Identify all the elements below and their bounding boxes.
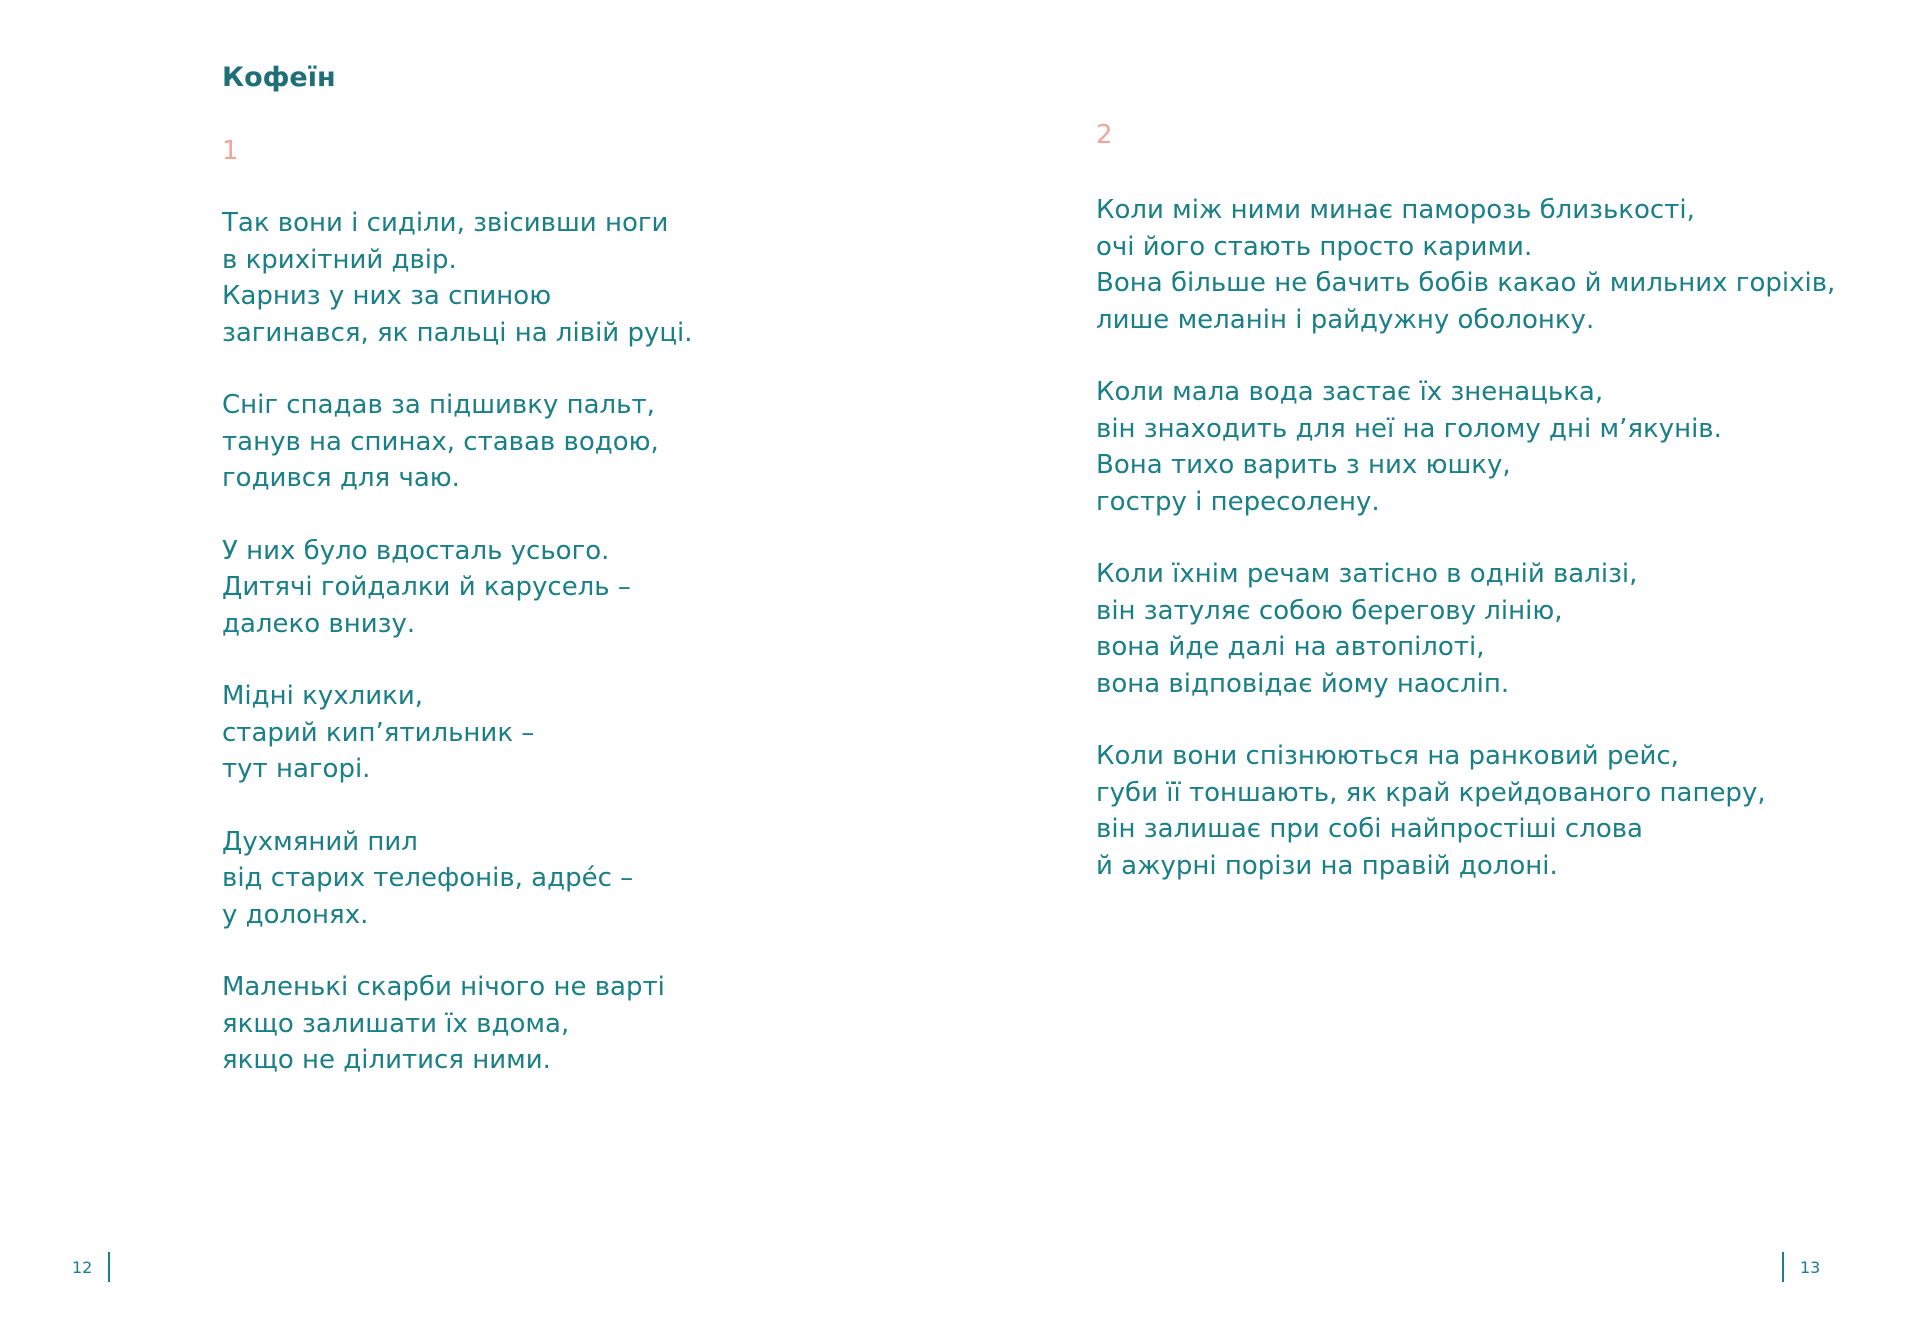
poem-line: вона відповідає йому наосліп. (1096, 668, 1510, 699)
stanza (222, 969, 693, 1079)
poem-line: У них було вдосталь усього. (222, 535, 610, 566)
page-number-rule (1782, 1252, 1784, 1282)
poem-line: гостру і пересолену. (1096, 486, 1380, 517)
poem-line: Мідні кухлики, (222, 681, 423, 711)
poem-line: від старих телефонів, адре́с – (222, 863, 634, 893)
poem-line: губи її тоншають, як край крейдованого паперу, (1096, 777, 1766, 808)
poem-line: Карниз у них за спиною (222, 281, 552, 311)
poem-line: й ажурні порізи на правій долоні. (1096, 850, 1558, 881)
poem-line: якщо не ділитися ними. (222, 1045, 551, 1075)
poem-line: загинався, як пальці на лівій руці. (222, 317, 693, 348)
poem-line: він знаходить для неї на голому дні м’якунів. (1096, 413, 1722, 444)
right-stanzas (1096, 192, 1835, 920)
stanza (1096, 192, 1835, 338)
poem-line: далеко внизу. (222, 608, 416, 639)
poem-line: він залишає при собі найпростіші слова (1096, 814, 1643, 844)
stanza (1096, 374, 1835, 520)
poem-line: Коли їхнім речам затісно в одній валізі, (1096, 559, 1638, 589)
poem-line: у долонях. (222, 899, 369, 930)
stanza (222, 205, 693, 351)
poem-line: танув на спинах, ставав водою, (222, 426, 659, 457)
stanza (1096, 556, 1835, 702)
section-number-2: 2 (1096, 120, 1113, 150)
poem-line: Коли між ними минає паморозь близькості, (1096, 195, 1695, 225)
poem-title: Кофеїн (222, 62, 336, 93)
poem-line: годився для чаю. (222, 463, 460, 493)
poem-line: якщо залишати їх вдома, (222, 1008, 570, 1039)
stanza (222, 678, 693, 788)
left-stanzas (222, 205, 693, 1115)
poem-line: Коли мала вода застає їх зненацька, (1096, 377, 1604, 407)
stanza (222, 387, 693, 497)
poem-line: старий кип’ятильник – (222, 717, 535, 748)
poem-line: тут нагорі. (222, 754, 371, 784)
stanza (222, 824, 693, 934)
poem-line: Маленькі скарби нічого не варті (222, 972, 665, 1002)
stanza (1096, 738, 1835, 884)
poem-line: очі його стають просто карими. (1096, 231, 1533, 262)
poem-line: Вона тихо варить з них юшку, (1096, 450, 1511, 480)
page-number: 12 (72, 1258, 93, 1277)
right-page (960, 0, 1920, 1323)
page-number-rule (108, 1252, 110, 1282)
page-number: 13 (1800, 1258, 1821, 1277)
poem-line: Так вони і сиділи, звісивши ноги (222, 208, 669, 238)
poem-line: в крихітний двір. (222, 244, 457, 275)
poem-line: Духмяний пил (222, 826, 418, 857)
section-number-1: 1 (222, 136, 239, 166)
poem-line: Вона більше не бачить бобів какао й мильних горіхів, (1096, 268, 1836, 298)
poem-line: вона йде далі на автопілоті, (1096, 632, 1485, 662)
poem-line: Сніг спадав за підшивку пальт, (222, 390, 655, 420)
poem-line: він затуляє собою берегову лінію, (1096, 595, 1563, 626)
poem-line: Коли вони спізнюються на ранковий рейс, (1096, 741, 1679, 771)
poem-line: Дитячі гойдалки й карусель – (222, 572, 631, 602)
stanza (222, 533, 693, 643)
poem-line: лише меланін і райдужну оболонку. (1096, 304, 1595, 335)
